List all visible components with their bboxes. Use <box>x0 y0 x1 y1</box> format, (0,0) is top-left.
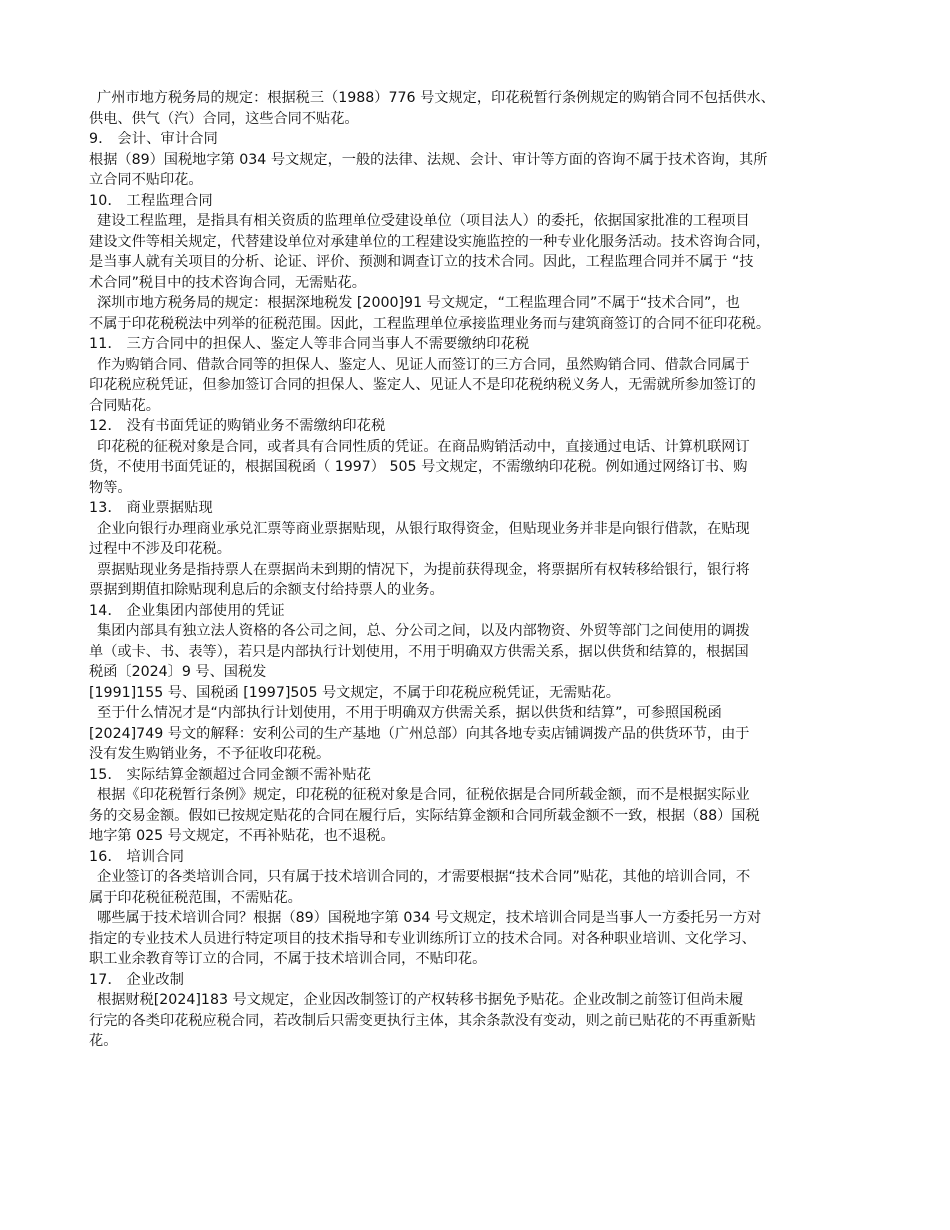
text-line: 根据财税[2024]183 号文规定，企业因改制签订的产权转移书据免予贴花。企业改制之前签订但尚未履 <box>97 992 744 1008</box>
text-line: 企业向银行办理商业承兑汇票等商业票据贴现，从银行取得资金，但贴现业务并非是向银行借款，在贴现 <box>97 520 750 537</box>
text-line: 职工业余教育等订立的合同，不属于技术培训合同，不贴印花。 <box>89 951 487 967</box>
text-line: 企业签订的各类培训合同，只有属于技术培训合同的，才需要根据“技术合同”贴花，其他的培训合同，不 <box>97 869 751 885</box>
text-line: 票据贴现业务是指持票人在票据尚未到期的情况下，为提前获得现金，将票据所有权转移给银行，银行将 <box>97 561 750 578</box>
text-line: 印花税应税凭证，但参加签订合同的担保人、鉴定人、见证人不是印花税纳税义务人，无需就所参加签订的 <box>89 377 756 393</box>
text-line: 地字第 025 号文规定，不再补贴花，也不退税。 <box>89 828 395 844</box>
text-line: 至于什么情况才是“内部执行计划使用，不用于明确双方供需关系，据以供货和结算”，可参照国税函 <box>97 705 722 721</box>
text-line: 不属于印花税税法中列举的征税范围。因此，工程监理单位承接监理业务而与建筑商签订的合同不征印花税。 <box>89 315 771 332</box>
text-line: 深圳市地方税务局的规定：根据深地税发 [2000]91 号文规定，“工程监理合同”不属于“技术合同”，也 <box>97 295 740 311</box>
section-heading: 15． 实际结算金额超过合同金额不需补贴花 <box>89 766 372 783</box>
text-line: 务的交易金额。假如已按规定贴花的合同在履行后，实际结算金额和合同所载金额不一致，根据（88）国税 <box>89 807 760 824</box>
section-heading: 9． 会计、审计合同 <box>89 131 219 147</box>
text-line: 立合同不贴印花。 <box>89 172 203 188</box>
text-line: 集团内部具有独立法人资格的各公司之间，总、分公司之间，以及内部物资、外贸等部门之间使用的调拨 <box>97 623 750 639</box>
text-line: 建设文件等相关规定，代替建设单位对承建单位的工程建设实施监控的一种专业化服务活动。技术咨询合同， <box>89 233 771 250</box>
text-line: [2024]749 号文的解释：安利公司的生产基地（广州总部）向其各地专卖店铺调拨产品的供货环节，由于 <box>89 725 750 742</box>
text-line: 广州市地方税务局的规定：根据税三（1988）776 号文规定，印花税暂行条例规定的购销合同不包括供水、 <box>97 90 775 106</box>
text-line: 过程中不涉及印花税。 <box>89 541 231 557</box>
section-heading: 14． 企业集团内部使用的凭证 <box>89 602 285 619</box>
text-line: 建设工程监理，是指具有相关资质的监理单位受建设单位（项目法人）的委托，依据国家批准的工程项目 <box>97 213 750 229</box>
text-line: 哪些属于技术培训合同？根据（89）国税地字第 034 号文规定，技术培训合同是当事人一方委托另一方对 <box>97 910 762 926</box>
section-heading: 11． 三方合同中的担保人、鉴定人等非合同当事人不需要缴纳印花税 <box>89 336 530 352</box>
text-line: 是当事人就有关项目的分析、论证、评价、预测和调查订立的技术合同。因此，工程监理合同并不属于 “技 <box>89 254 754 270</box>
text-line: 供电、供气（汽）合同，这些合同不贴花。 <box>89 110 359 127</box>
text-line: 货，不使用书面凭证的，根据国税函（ 1997） 505 号文规定，不需缴纳印花税。例如通过网络订书、购 <box>89 459 748 475</box>
text-line: 合同贴花。 <box>89 397 160 414</box>
text-line: 术合同”税目中的技术咨询合同，无需贴花。 <box>89 274 366 291</box>
text-line: 花。 <box>89 1033 118 1049</box>
text-line: 物等。 <box>89 479 132 496</box>
text-line: 票据到期值扣除贴现利息后的余额支付给持票人的业务。 <box>89 582 444 598</box>
section-heading: 12． 没有书面凭证的购销业务不需缴纳印花税 <box>89 418 386 434</box>
section-heading: 17． 企业改制 <box>89 971 185 988</box>
text-line: 根据《印花税暂行条例》规定，印花税的征税对象是合同，征税依据是合同所载金额，而不是根据实际业 <box>97 787 750 803</box>
text-line: 指定的专业技术人员进行特定项目的技术指导和专业训练所订立的技术合同。对各种职业培训、文化学习、 <box>89 930 756 947</box>
section-heading: 10． 工程监理合同 <box>89 192 213 209</box>
text-line: 根据（89）国税地字第 034 号文规定，一般的法律、法规、会计、审计等方面的咨询不属于技术咨询，其所 <box>89 151 768 168</box>
section-heading: 13． 商业票据贴现 <box>89 500 213 516</box>
text-line: 单（或卡、书、表等），若只是内部执行计划使用，不用于明确双方供需关系，据以供货和结算的，根据国 <box>89 643 749 660</box>
text-line: 属于印花税征税范围，不需贴花。 <box>89 889 302 906</box>
text-line: [1991]155 号、国税函 [1997]505 号文规定，不属于印花税应税凭证，无需贴花。 <box>89 684 620 701</box>
section-heading: 16． 培训合同 <box>89 848 185 865</box>
text-line: 作为购销合同、借款合同等的担保人、鉴定人、见证人而签订的三方合同，虽然购销合同、借款合同属于 <box>97 356 750 373</box>
text-line: 行完的各类印花税应税合同，若改制后只需变更执行主体，其余条款没有变动，则之前已贴花的不再重新贴 <box>89 1012 756 1029</box>
text-line: 税函〔2024〕9 号、国税发 <box>89 664 267 680</box>
text-line: 没有发生购销业务，不予征收印花税。 <box>89 746 331 762</box>
text-line: 印花税的征税对象是合同，或者具有合同性质的凭证。在商品购销活动中，直接通过电话、计算机联网订 <box>97 438 750 455</box>
